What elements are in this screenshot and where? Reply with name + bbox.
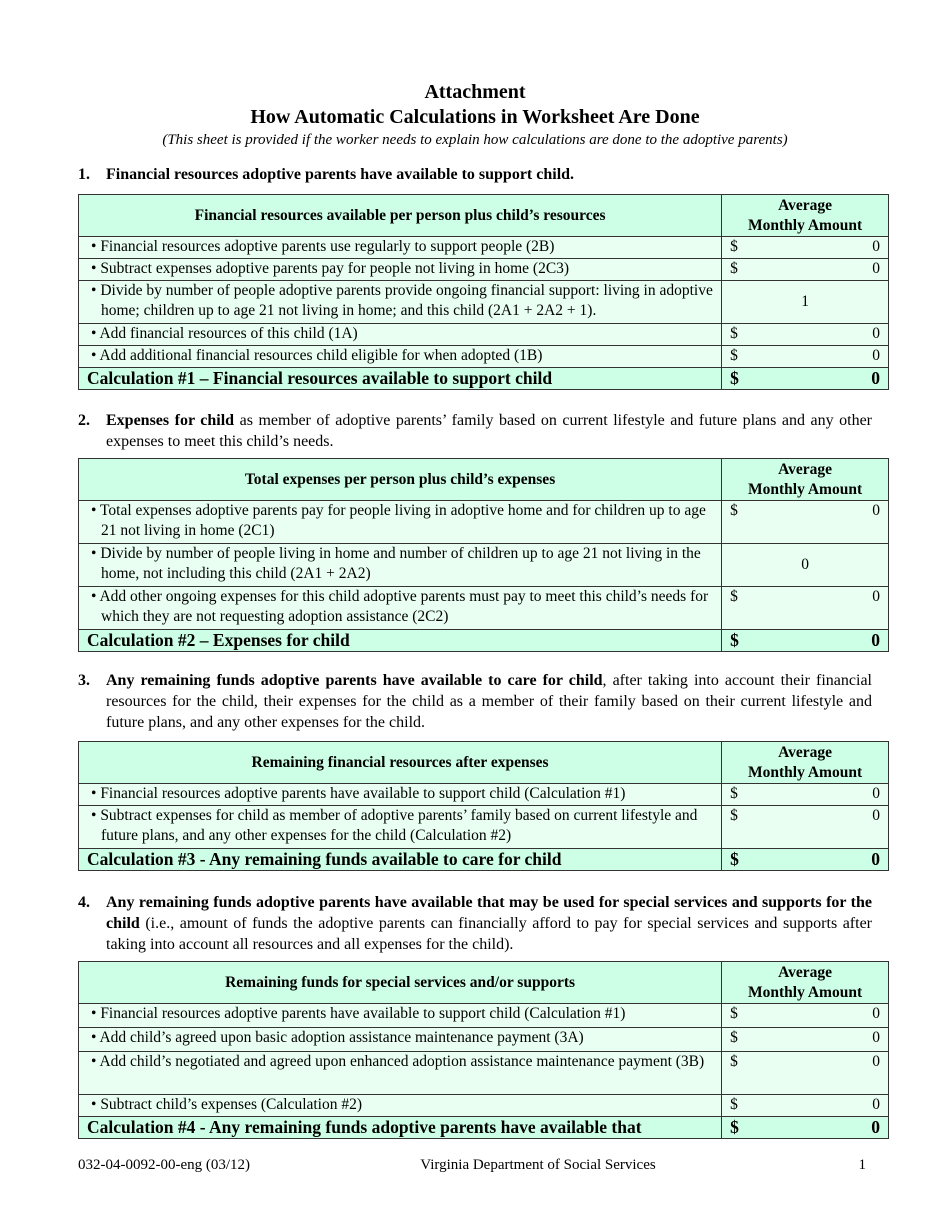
section-1-heading: 1. Financial resources adoptive parents have available to support child. [78,166,575,183]
calculation-1-row: Calculation #1 – Financial resources available to support child $ 0 [79,368,889,390]
calculation-4-row: Calculation #4 - Any remaining funds adoptive parents have available that $ 0 [79,1117,889,1139]
table-row: • Financial resources adoptive parents have available to support child (Calculation #1) $ 0 [79,1004,889,1028]
table-row: • Add additional financial resources child eligible for when adopted (1B) $ 0 [79,346,889,368]
table-row: • Subtract expenses for child as member of adoptive parents’ family based on current lifestyle and future plans, and any other expenses for the child (Calculation #2) $ 0 [79,806,889,849]
table-row: • Add child’s negotiated and agreed upon enhanced adoption assistance maintenance payment (3B) $ 0 [79,1052,889,1095]
table-special-services [78,961,889,1139]
column-header-amount: Average Monthly Amount [722,962,889,1004]
table-row: • Add child’s agreed upon basic adoption assistance maintenance payment (3A) $ 0 [79,1028,889,1052]
footer-page-number: 1 [858,1157,866,1173]
table-financial-resources [78,194,889,390]
table-row: • Divide by number of people adoptive parents provide ongoing financial support: living in adoptive home; children up to age 21 not living in home; and this child (2A1 + 2A2 + 1). 1 [79,281,889,324]
table-row: • Total expenses adoptive parents pay for people living in adoptive home and for children up to age 21 not living in home (2C1) $ 0 [79,501,889,544]
section-3-heading: 3. Any remaining funds adoptive parents have available to care for child, after taking into account their financial resources for the child, their expenses for the child as a member of their family based on their current lifestyle and future plans, and any other expenses for the child. [78,672,872,731]
page-title: How Automatic Calculations in Worksheet Are Done [250,106,700,128]
table-row: • Financial resources adoptive parents have available to support child (Calculation #1) $ 0 [79,784,889,806]
attachment-title: Attachment [424,81,526,103]
table-row: • Add other ongoing expenses for this child adoptive parents must pay to meet this child’s needs for which they are not requesting adoption assistance (2C2) $ 0 [79,587,889,630]
column-header: Financial resources available per person plus child’s resources [79,195,722,237]
table-remaining-resources [78,741,889,871]
column-header: Total expenses per person plus child’s expenses [79,459,722,501]
column-header-amount: Average Monthly Amount [722,459,889,501]
table-row: • Financial resources adoptive parents use regularly to support people (2B) $ 0 [79,237,889,259]
table-expenses [78,458,889,652]
page-subtitle-note: (This sheet is provided if the worker needs to explain how calculations are done to the adoptive parents) [162,132,788,148]
column-header-amount: Average Monthly Amount [722,742,889,784]
section-4-heading: 4. Any remaining funds adoptive parents have available that may be used for special services and supports for the child (i.e., amount of funds the adoptive parents can financially afford to pay for special services and supports after taking into account all resources and all expenses for the child). [78,894,872,953]
footer-form-number: 032-04-0092-00-eng (03/12) [78,1157,251,1173]
table-row: • Add financial resources of this child (1A) $ 0 [79,324,889,346]
column-header-amount: Average Monthly Amount [722,195,889,237]
calculation-2-row: Calculation #2 – Expenses for child $ 0 [79,630,889,652]
table-row: • Subtract expenses adoptive parents pay for people not living in home (2C3) $ 0 [79,259,889,281]
footer-agency: Virginia Department of Social Services [420,1157,656,1173]
table-row: • Divide by number of people living in home and number of children up to age 21 not living in the home, not including this child (2A1 + 2A2) 0 [79,544,889,587]
section-2-heading: 2. Expenses for child as member of adoptive parents’ family based on current lifestyle and future plans and any other expenses to meet this child’s needs. [78,412,872,450]
calculation-3-row: Calculation #3 - Any remaining funds available to care for child $ 0 [79,849,889,871]
column-header: Remaining financial resources after expenses [79,742,722,784]
column-header: Remaining funds for special services and/or supports [79,962,722,1004]
table-row: • Subtract child’s expenses (Calculation #2) $ 0 [79,1095,889,1117]
